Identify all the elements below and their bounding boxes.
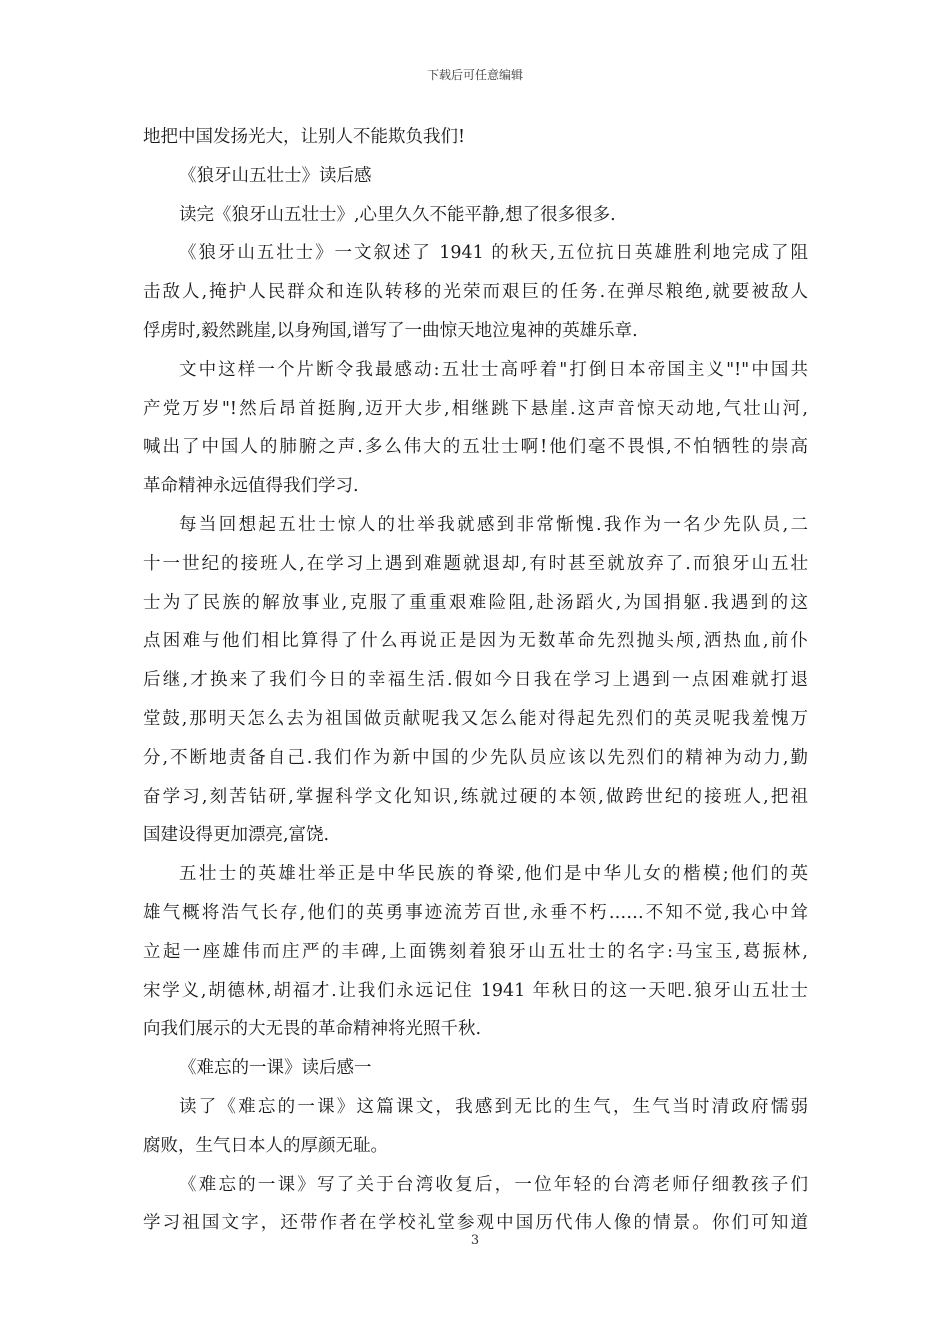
page-number: 3 bbox=[470, 1233, 480, 1248]
text-line: 产党万岁"!然后昂首挺胸,迈开大步,相继跳下悬崖.这声音惊天动地,气壮山河, bbox=[143, 398, 808, 419]
text-line: 士为了民族的解放事业,克服了重重艰难险阻,赴汤蹈火,为国捐躯.我遇到的这 bbox=[143, 592, 808, 613]
text-line: 后继,才换来了我们今日的幸福生活.假如今日我在学习上遇到一点困难就打退 bbox=[143, 670, 808, 691]
text-line: 《狼牙山五壮士》一文叙述了 1941 的秋天,五位抗日英雄胜利地完成了阻 bbox=[179, 243, 808, 264]
text-line: 立起一座雄伟而庄严的丰碑,上面镌刻着狼牙山五壮士的名字:马宝玉,葛振林, bbox=[143, 941, 808, 962]
text-line: 文中这样一个片断令我最感动:五壮士高呼着"打倒日本帝国主义"!"中国共 bbox=[179, 359, 808, 380]
text-line: 堂鼓,那明天怎么去为祖国做贡献呢我又怎么能对得起先烈们的英灵呢我羞愧万 bbox=[143, 708, 808, 729]
text-line: 雄气概将浩气长存,他们的英勇事迹流芳百世,永垂不朽……不知不觉,我心中耸 bbox=[143, 902, 808, 923]
text-line: 《狼牙山五壮士》读后感 bbox=[179, 165, 372, 186]
text-line: 学习祖国文字，还带作者在学校礼堂参观中国历代伟人像的情景。你们可知道 bbox=[143, 1213, 808, 1234]
text-line: 击敌人,掩护人民群众和连队转移的光荣而艰巨的任务.在弹尽粮绝,就要被敌人 bbox=[143, 282, 808, 303]
document-body bbox=[143, 118, 808, 1243]
text-line: 点困难与他们相比算得了什么再说正是因为无数革命先烈抛头颅,洒热血,前仆 bbox=[143, 631, 808, 652]
text-line: 读完《狼牙山五壮士》,心里久久不能平静,想了很多很多. bbox=[179, 204, 616, 225]
text-line: 《难忘的一课》写了关于台湾收复后，一位年轻的台湾老师仔细教孩子们 bbox=[179, 1174, 808, 1195]
text-line: 地把中国发扬光大，让别人不能欺负我们! bbox=[143, 127, 466, 147]
text-line: 《难忘的一课》读后感一 bbox=[179, 1058, 372, 1079]
text-line: 喊出了中国人的肺腑之声.多么伟大的五壮士啊!他们毫不畏惧,不怕牺牲的崇高 bbox=[143, 437, 808, 458]
text-line: 读了《难忘的一课》这篇课文，我感到无比的生气，生气当时清政府懦弱 bbox=[179, 1096, 808, 1117]
text-line: 奋学习,刻苦钻研,掌握科学文化知识,练就过硬的本领,做跨世纪的接班人,把祖 bbox=[143, 786, 808, 807]
text-line: 向我们展示的大无畏的革命精神将光照千秋. bbox=[143, 1019, 482, 1040]
text-line: 国建设得更加漂亮,富饶. bbox=[143, 825, 330, 846]
text-line: 腐败，生气日本人的厚颜无耻。 bbox=[143, 1135, 388, 1156]
text-line: 俘虏时,毅然跳崖,以身殉国,谱写了一曲惊天地泣鬼神的英雄乐章. bbox=[143, 320, 638, 341]
text-line: 分,不断地责备自己.我们作为新中国的少先队员应该以先烈们的精神为动力,勤 bbox=[143, 747, 808, 768]
text-line: 革命精神永远值得我们学习. bbox=[143, 476, 359, 497]
text-line: 每当回想起五壮士惊人的壮举我就感到非常惭愧.我作为一名少先队员,二 bbox=[179, 514, 808, 535]
page-header: 下载后可任意编辑 bbox=[426, 68, 523, 82]
text-line: 宋学义,胡德林,胡福才.让我们永远记住 1941 年秋日的这一天吧.狼牙山五壮士 bbox=[143, 980, 808, 1001]
text-line: 十一世纪的接班人,在学习上遇到难题就退却,有时甚至就放弃了.而狼牙山五壮 bbox=[143, 553, 808, 574]
text-line: 五壮士的英雄壮举正是中华民族的脊梁,他们是中华儿女的楷模;他们的英 bbox=[179, 864, 808, 885]
